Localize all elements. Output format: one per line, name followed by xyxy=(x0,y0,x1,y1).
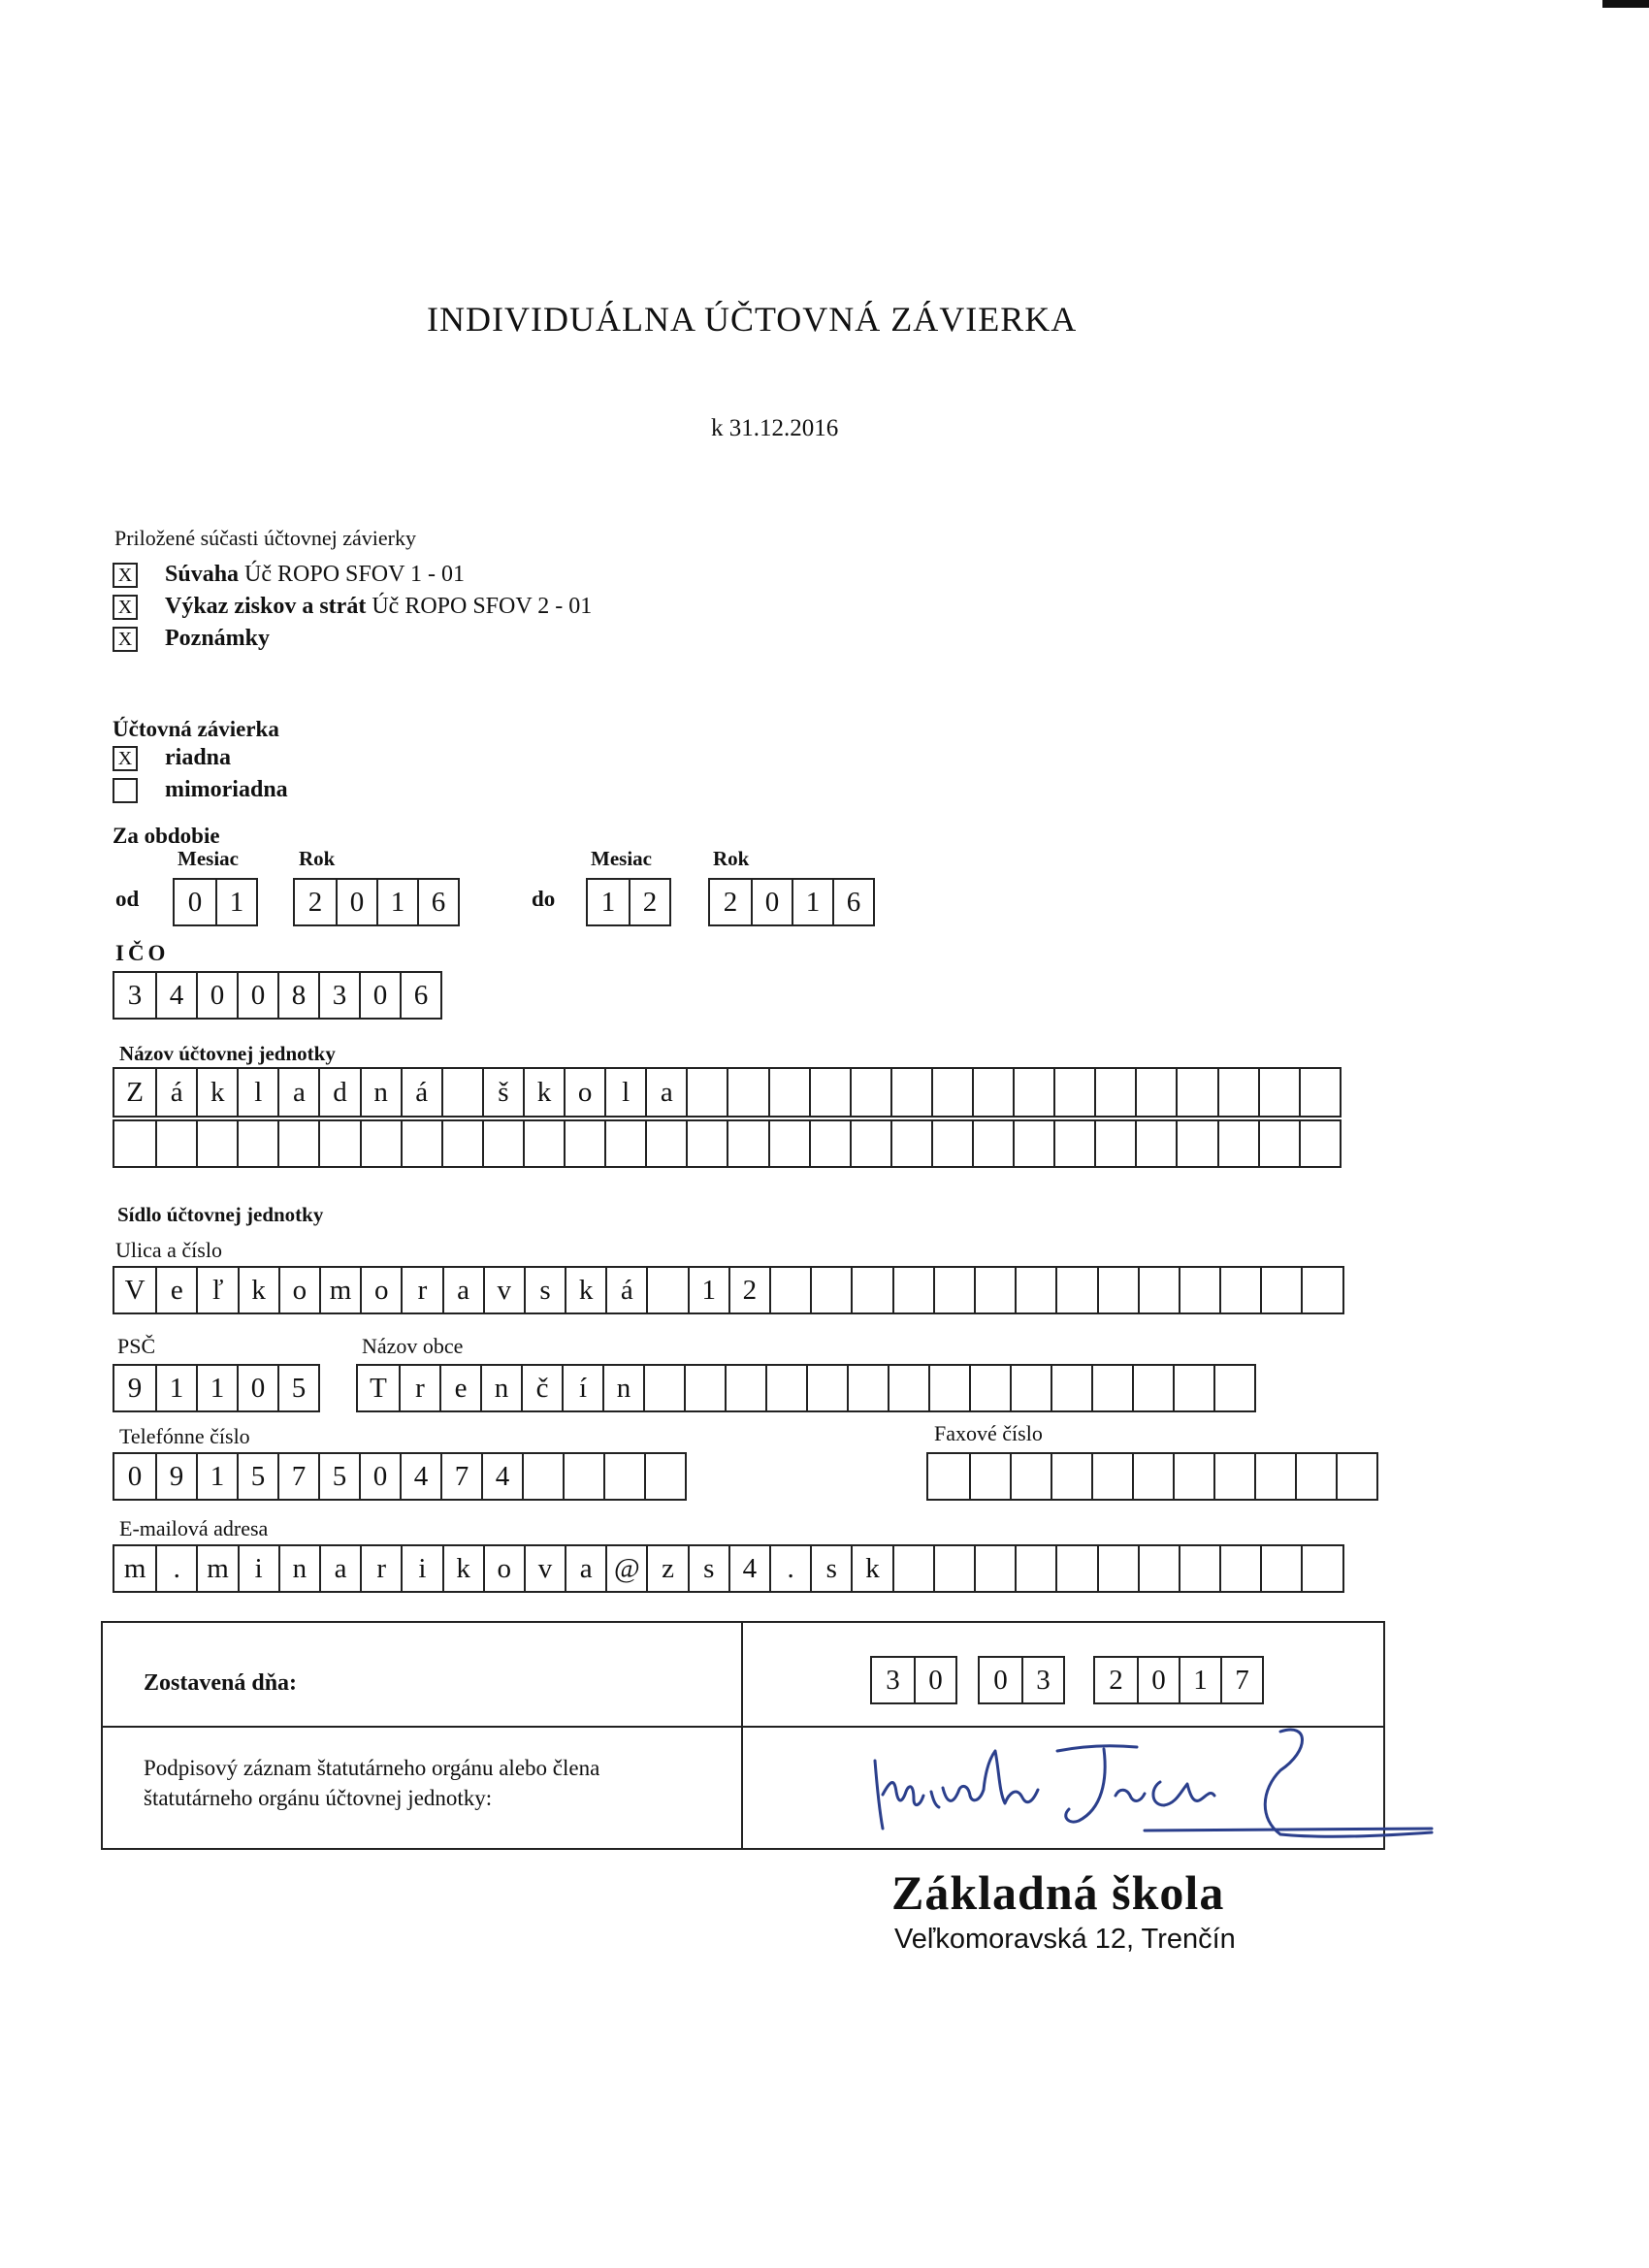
character-cell xyxy=(441,1069,482,1116)
attachment-name: Súvaha xyxy=(165,562,240,587)
character-cell: o xyxy=(483,1546,524,1591)
street-label: Ulica a číslo xyxy=(115,1238,222,1262)
character-cell xyxy=(604,1121,645,1166)
to-year-field[interactable] xyxy=(708,878,875,926)
character-cell xyxy=(563,1454,603,1499)
document-title: INDIVIDUÁLNA ÚČTOVNÁ ZÁVIERKA xyxy=(427,300,1078,339)
from-label: od xyxy=(115,887,140,911)
character-cell: n xyxy=(480,1366,521,1410)
to-month-label: Mesiac xyxy=(591,847,652,870)
report-date: k 31.12.2016 xyxy=(711,415,839,441)
character-cell xyxy=(1135,1069,1176,1116)
character-cell xyxy=(1138,1268,1179,1312)
character-cell xyxy=(892,1268,933,1312)
character-cell: 0 xyxy=(237,973,277,1018)
character-cell xyxy=(768,1121,809,1166)
character-cell: š xyxy=(482,1069,523,1116)
character-cell: 2 xyxy=(728,1268,769,1312)
character-cell: 0 xyxy=(751,880,792,924)
character-cell: v xyxy=(524,1546,565,1591)
signature-label-line2: štatutárneho orgánu účtovnej jednotky: xyxy=(144,1786,493,1810)
character-cell xyxy=(888,1366,928,1410)
character-cell: a xyxy=(442,1268,483,1312)
attachment-code: Úč ROPO SFOV 1 - 01 xyxy=(244,562,465,587)
character-cell xyxy=(684,1366,725,1410)
character-cell xyxy=(644,1454,685,1499)
character-cell: 3 xyxy=(318,973,359,1018)
character-cell xyxy=(401,1121,441,1166)
character-cell xyxy=(686,1069,727,1116)
character-cell xyxy=(1053,1121,1094,1166)
closure-option-extraordinary xyxy=(113,774,288,806)
character-cell xyxy=(1219,1268,1260,1312)
character-cell xyxy=(360,1121,401,1166)
character-cell: 1 xyxy=(376,880,417,924)
closure-type-heading: Účtovná závierka xyxy=(113,717,279,741)
handwritten-signature xyxy=(854,1702,1436,1858)
character-cell xyxy=(810,1268,851,1312)
character-cell: 0 xyxy=(993,1664,1008,1696)
character-cell: 2 xyxy=(629,880,669,924)
character-cell: 3 xyxy=(886,1664,900,1696)
character-cell xyxy=(928,1454,969,1499)
attachment-name: Poznámky xyxy=(165,626,270,651)
character-cell: z xyxy=(646,1546,687,1591)
closure-option-label: mimoriadna xyxy=(165,777,288,802)
character-cell xyxy=(847,1366,888,1410)
character-cell xyxy=(850,1069,890,1116)
character-cell: 1 xyxy=(196,1366,237,1410)
character-cell xyxy=(969,1454,1010,1499)
scan-edge-mark xyxy=(1602,0,1649,8)
character-cell xyxy=(1179,1546,1219,1591)
compiled-day-field[interactable] xyxy=(870,1656,957,1704)
character-cell xyxy=(1010,1454,1051,1499)
character-cell xyxy=(969,1366,1010,1410)
from-year-label: Rok xyxy=(299,847,336,870)
character-cell xyxy=(1013,1121,1053,1166)
character-cell: 4 xyxy=(400,1454,440,1499)
character-cell xyxy=(643,1366,684,1410)
character-cell xyxy=(1213,1454,1254,1499)
character-cell: Z xyxy=(126,1076,144,1108)
address-heading: Sídlo účtovnej jednotky xyxy=(117,1203,324,1226)
character-cell: r xyxy=(399,1366,439,1410)
character-cell xyxy=(114,1121,155,1166)
character-cell xyxy=(1135,1121,1176,1166)
character-cell xyxy=(155,1121,196,1166)
character-cell xyxy=(1097,1546,1138,1591)
ico-label: IČO xyxy=(115,941,170,965)
character-cell xyxy=(725,1366,765,1410)
character-cell: 0 xyxy=(1137,1658,1179,1702)
character-cell: 7 xyxy=(277,1454,318,1499)
character-cell xyxy=(1258,1121,1299,1166)
character-cell xyxy=(1260,1546,1301,1591)
closure-type-options xyxy=(113,742,288,806)
attachment-checkbox[interactable]: X xyxy=(113,595,138,620)
character-cell: m xyxy=(319,1268,360,1312)
character-cell xyxy=(1173,1366,1213,1410)
stamp-title: Základná škola xyxy=(891,1865,1225,1920)
character-cell: k xyxy=(523,1069,564,1116)
email-field[interactable] xyxy=(113,1544,1344,1593)
character-cell: r xyxy=(360,1546,401,1591)
character-cell xyxy=(1091,1454,1132,1499)
character-cell xyxy=(1094,1121,1135,1166)
character-cell: 1 xyxy=(792,880,832,924)
closure-checkbox[interactable] xyxy=(113,778,138,803)
character-cell: 1 xyxy=(1179,1658,1220,1702)
closure-option-regular xyxy=(113,742,288,774)
character-cell xyxy=(850,1121,890,1166)
character-cell: e xyxy=(439,1366,480,1410)
character-cell: á xyxy=(401,1069,441,1116)
character-cell xyxy=(1260,1268,1301,1312)
character-cell: s xyxy=(688,1546,728,1591)
character-cell: l xyxy=(237,1069,277,1116)
character-cell: 2 xyxy=(307,886,323,918)
character-cell: 1 xyxy=(215,880,256,924)
character-cell: 2 xyxy=(723,886,738,918)
city-label: Názov obce xyxy=(362,1334,464,1358)
character-cell xyxy=(1176,1121,1216,1166)
character-cell: e xyxy=(155,1268,196,1312)
character-cell xyxy=(1336,1454,1376,1499)
character-cell: s xyxy=(524,1268,565,1312)
character-cell: m xyxy=(123,1552,146,1584)
character-cell xyxy=(1010,1366,1051,1410)
character-cell xyxy=(928,1366,969,1410)
character-cell xyxy=(1217,1121,1258,1166)
character-cell xyxy=(1299,1121,1340,1166)
character-cell xyxy=(1301,1546,1342,1591)
character-cell xyxy=(769,1268,810,1312)
character-cell: 4 xyxy=(481,1454,522,1499)
city-field[interactable] xyxy=(356,1364,1256,1412)
character-cell: 0 xyxy=(127,1460,143,1492)
character-cell xyxy=(892,1546,933,1591)
character-cell xyxy=(1053,1069,1094,1116)
character-cell xyxy=(564,1121,604,1166)
character-cell: a xyxy=(277,1069,318,1116)
attachment-item xyxy=(113,591,592,623)
attachment-item xyxy=(113,623,592,655)
character-cell xyxy=(1301,1268,1342,1312)
character-cell xyxy=(1176,1069,1216,1116)
entity-name-row1[interactable] xyxy=(113,1067,1342,1118)
character-cell xyxy=(890,1121,931,1166)
attachment-checkbox[interactable]: X xyxy=(113,627,138,652)
character-cell: 3 xyxy=(127,979,143,1011)
street-field[interactable] xyxy=(113,1266,1344,1314)
character-cell: 8 xyxy=(277,973,318,1018)
character-cell xyxy=(1094,1069,1135,1116)
character-cell xyxy=(686,1121,727,1166)
character-cell xyxy=(933,1268,974,1312)
character-cell xyxy=(1051,1366,1091,1410)
character-cell xyxy=(441,1121,482,1166)
character-cell: a xyxy=(565,1546,605,1591)
character-cell xyxy=(1254,1454,1295,1499)
character-cell xyxy=(196,1121,237,1166)
to-label: do xyxy=(532,887,556,911)
compiled-year-field[interactable] xyxy=(1093,1656,1264,1704)
attachment-code: Úč ROPO SFOV 2 - 01 xyxy=(372,594,593,619)
from-month-field[interactable] xyxy=(173,878,258,926)
entity-name-row2[interactable] xyxy=(113,1119,1342,1168)
character-cell xyxy=(727,1069,767,1116)
attachment-checkbox[interactable]: X xyxy=(113,563,138,588)
character-cell: m xyxy=(196,1546,237,1591)
character-cell: k xyxy=(851,1546,891,1591)
to-month-field[interactable] xyxy=(586,878,671,926)
character-cell: l xyxy=(604,1069,645,1116)
attachment-item xyxy=(113,559,592,591)
character-cell xyxy=(523,1121,564,1166)
character-cell: 0 xyxy=(187,886,203,918)
character-cell: . xyxy=(769,1546,810,1591)
character-cell xyxy=(1132,1454,1173,1499)
character-cell xyxy=(931,1069,972,1116)
character-cell: r xyxy=(401,1268,441,1312)
email-label: E-mailová adresa xyxy=(119,1516,269,1540)
character-cell xyxy=(1173,1454,1213,1499)
psc-label: PSČ xyxy=(117,1334,156,1358)
character-cell xyxy=(603,1454,644,1499)
entity-name-label: Názov účtovnej jednotky xyxy=(119,1042,336,1065)
character-cell xyxy=(522,1454,563,1499)
compiled-month-field[interactable] xyxy=(978,1656,1065,1704)
character-cell: 5 xyxy=(318,1454,359,1499)
character-cell: o xyxy=(278,1268,319,1312)
compiled-label: Zostavená dňa: xyxy=(144,1670,298,1696)
character-cell: o xyxy=(360,1268,401,1312)
character-cell xyxy=(890,1069,931,1116)
character-cell: n xyxy=(602,1366,643,1410)
character-cell: í xyxy=(562,1366,602,1410)
character-cell xyxy=(1258,1069,1299,1116)
character-cell xyxy=(972,1121,1013,1166)
character-cell xyxy=(1055,1268,1096,1312)
character-cell: 0 xyxy=(359,1454,400,1499)
character-cell: o xyxy=(564,1069,604,1116)
character-cell xyxy=(1299,1069,1340,1116)
character-cell: č xyxy=(521,1366,562,1410)
character-cell: 4 xyxy=(155,973,196,1018)
character-cell: d xyxy=(318,1069,359,1116)
character-cell xyxy=(1015,1546,1055,1591)
character-cell xyxy=(765,1366,806,1410)
character-cell: k xyxy=(442,1546,483,1591)
character-cell: ľ xyxy=(196,1268,237,1312)
character-cell: k xyxy=(238,1268,278,1312)
character-cell xyxy=(646,1268,687,1312)
stamp-address: Veľkomoravská 12, Trenčín xyxy=(894,1924,1236,1955)
from-year-field[interactable] xyxy=(293,878,460,926)
character-cell: V xyxy=(124,1274,146,1306)
character-cell: á xyxy=(605,1268,646,1312)
character-cell: 2 xyxy=(1109,1664,1123,1696)
character-cell xyxy=(809,1121,850,1166)
character-cell xyxy=(806,1366,847,1410)
character-cell xyxy=(768,1069,809,1116)
attachments-list xyxy=(113,559,592,655)
fax-field[interactable] xyxy=(926,1452,1378,1501)
character-cell: 1 xyxy=(688,1268,728,1312)
character-cell xyxy=(482,1121,523,1166)
character-cell xyxy=(809,1069,850,1116)
character-cell: 0 xyxy=(196,973,237,1018)
attachment-name: Výkaz ziskov a strát xyxy=(165,594,367,619)
character-cell xyxy=(1217,1069,1258,1116)
character-cell: i xyxy=(238,1546,278,1591)
character-cell: 0 xyxy=(237,1366,277,1410)
character-cell xyxy=(1091,1366,1132,1410)
character-cell: 3 xyxy=(1021,1658,1063,1702)
character-cell: @ xyxy=(605,1546,646,1591)
fax-label: Faxové číslo xyxy=(934,1421,1043,1445)
character-cell xyxy=(1219,1546,1260,1591)
character-cell: á xyxy=(155,1069,196,1116)
character-cell: i xyxy=(401,1546,441,1591)
phone-field[interactable] xyxy=(113,1452,687,1501)
character-cell: 0 xyxy=(336,880,376,924)
character-cell xyxy=(1055,1546,1096,1591)
character-cell: n xyxy=(278,1546,319,1591)
character-cell: 9 xyxy=(155,1454,196,1499)
character-cell: 7 xyxy=(1220,1658,1262,1702)
character-cell xyxy=(727,1121,767,1166)
character-cell: 7 xyxy=(440,1454,481,1499)
character-cell: s xyxy=(810,1546,851,1591)
character-cell: a xyxy=(319,1546,360,1591)
character-cell xyxy=(851,1268,891,1312)
character-cell: 6 xyxy=(400,973,440,1018)
character-cell: 1 xyxy=(600,886,616,918)
phone-label: Telefónne číslo xyxy=(119,1424,250,1448)
character-cell xyxy=(1295,1454,1336,1499)
closure-option-label: riadna xyxy=(165,745,232,770)
character-cell: 6 xyxy=(832,880,873,924)
character-cell xyxy=(1097,1268,1138,1312)
table-divider xyxy=(741,1623,743,1848)
attachments-heading: Priložené súčasti účtovnej závierky xyxy=(114,526,416,550)
character-cell: 1 xyxy=(155,1366,196,1410)
character-cell xyxy=(974,1268,1015,1312)
character-cell xyxy=(1213,1366,1254,1410)
character-cell: 4 xyxy=(728,1546,769,1591)
character-cell: k xyxy=(565,1268,605,1312)
character-cell xyxy=(974,1546,1015,1591)
character-cell xyxy=(645,1121,686,1166)
character-cell xyxy=(1051,1454,1091,1499)
to-year-label: Rok xyxy=(713,847,750,870)
character-cell xyxy=(277,1121,318,1166)
character-cell xyxy=(318,1121,359,1166)
character-cell xyxy=(1013,1069,1053,1116)
character-cell: 6 xyxy=(417,880,458,924)
character-cell: . xyxy=(155,1546,196,1591)
character-cell xyxy=(1015,1268,1055,1312)
character-cell xyxy=(931,1121,972,1166)
ico-field[interactable] xyxy=(113,971,442,1020)
period-heading: Za obdobie xyxy=(113,824,220,848)
character-cell: 0 xyxy=(359,973,400,1018)
character-cell: 1 xyxy=(196,1454,237,1499)
character-cell xyxy=(1138,1546,1179,1591)
character-cell: 5 xyxy=(237,1454,277,1499)
character-cell: a xyxy=(645,1069,686,1116)
character-cell xyxy=(1179,1268,1219,1312)
signature-label-line1: Podpisový záznam štatutárneho orgánu alebo člena xyxy=(144,1756,600,1780)
character-cell xyxy=(1132,1366,1173,1410)
character-cell: T xyxy=(370,1372,387,1404)
character-cell: 9 xyxy=(127,1372,143,1404)
from-month-label: Mesiac xyxy=(178,847,239,870)
character-cell xyxy=(933,1546,974,1591)
character-cell xyxy=(237,1121,277,1166)
psc-field[interactable] xyxy=(113,1364,320,1412)
character-cell: 0 xyxy=(914,1658,955,1702)
character-cell: n xyxy=(360,1069,401,1116)
character-cell: 5 xyxy=(277,1366,318,1410)
closure-checkbox[interactable]: X xyxy=(113,746,138,771)
character-cell: v xyxy=(483,1268,524,1312)
character-cell: k xyxy=(196,1069,237,1116)
character-cell xyxy=(972,1069,1013,1116)
